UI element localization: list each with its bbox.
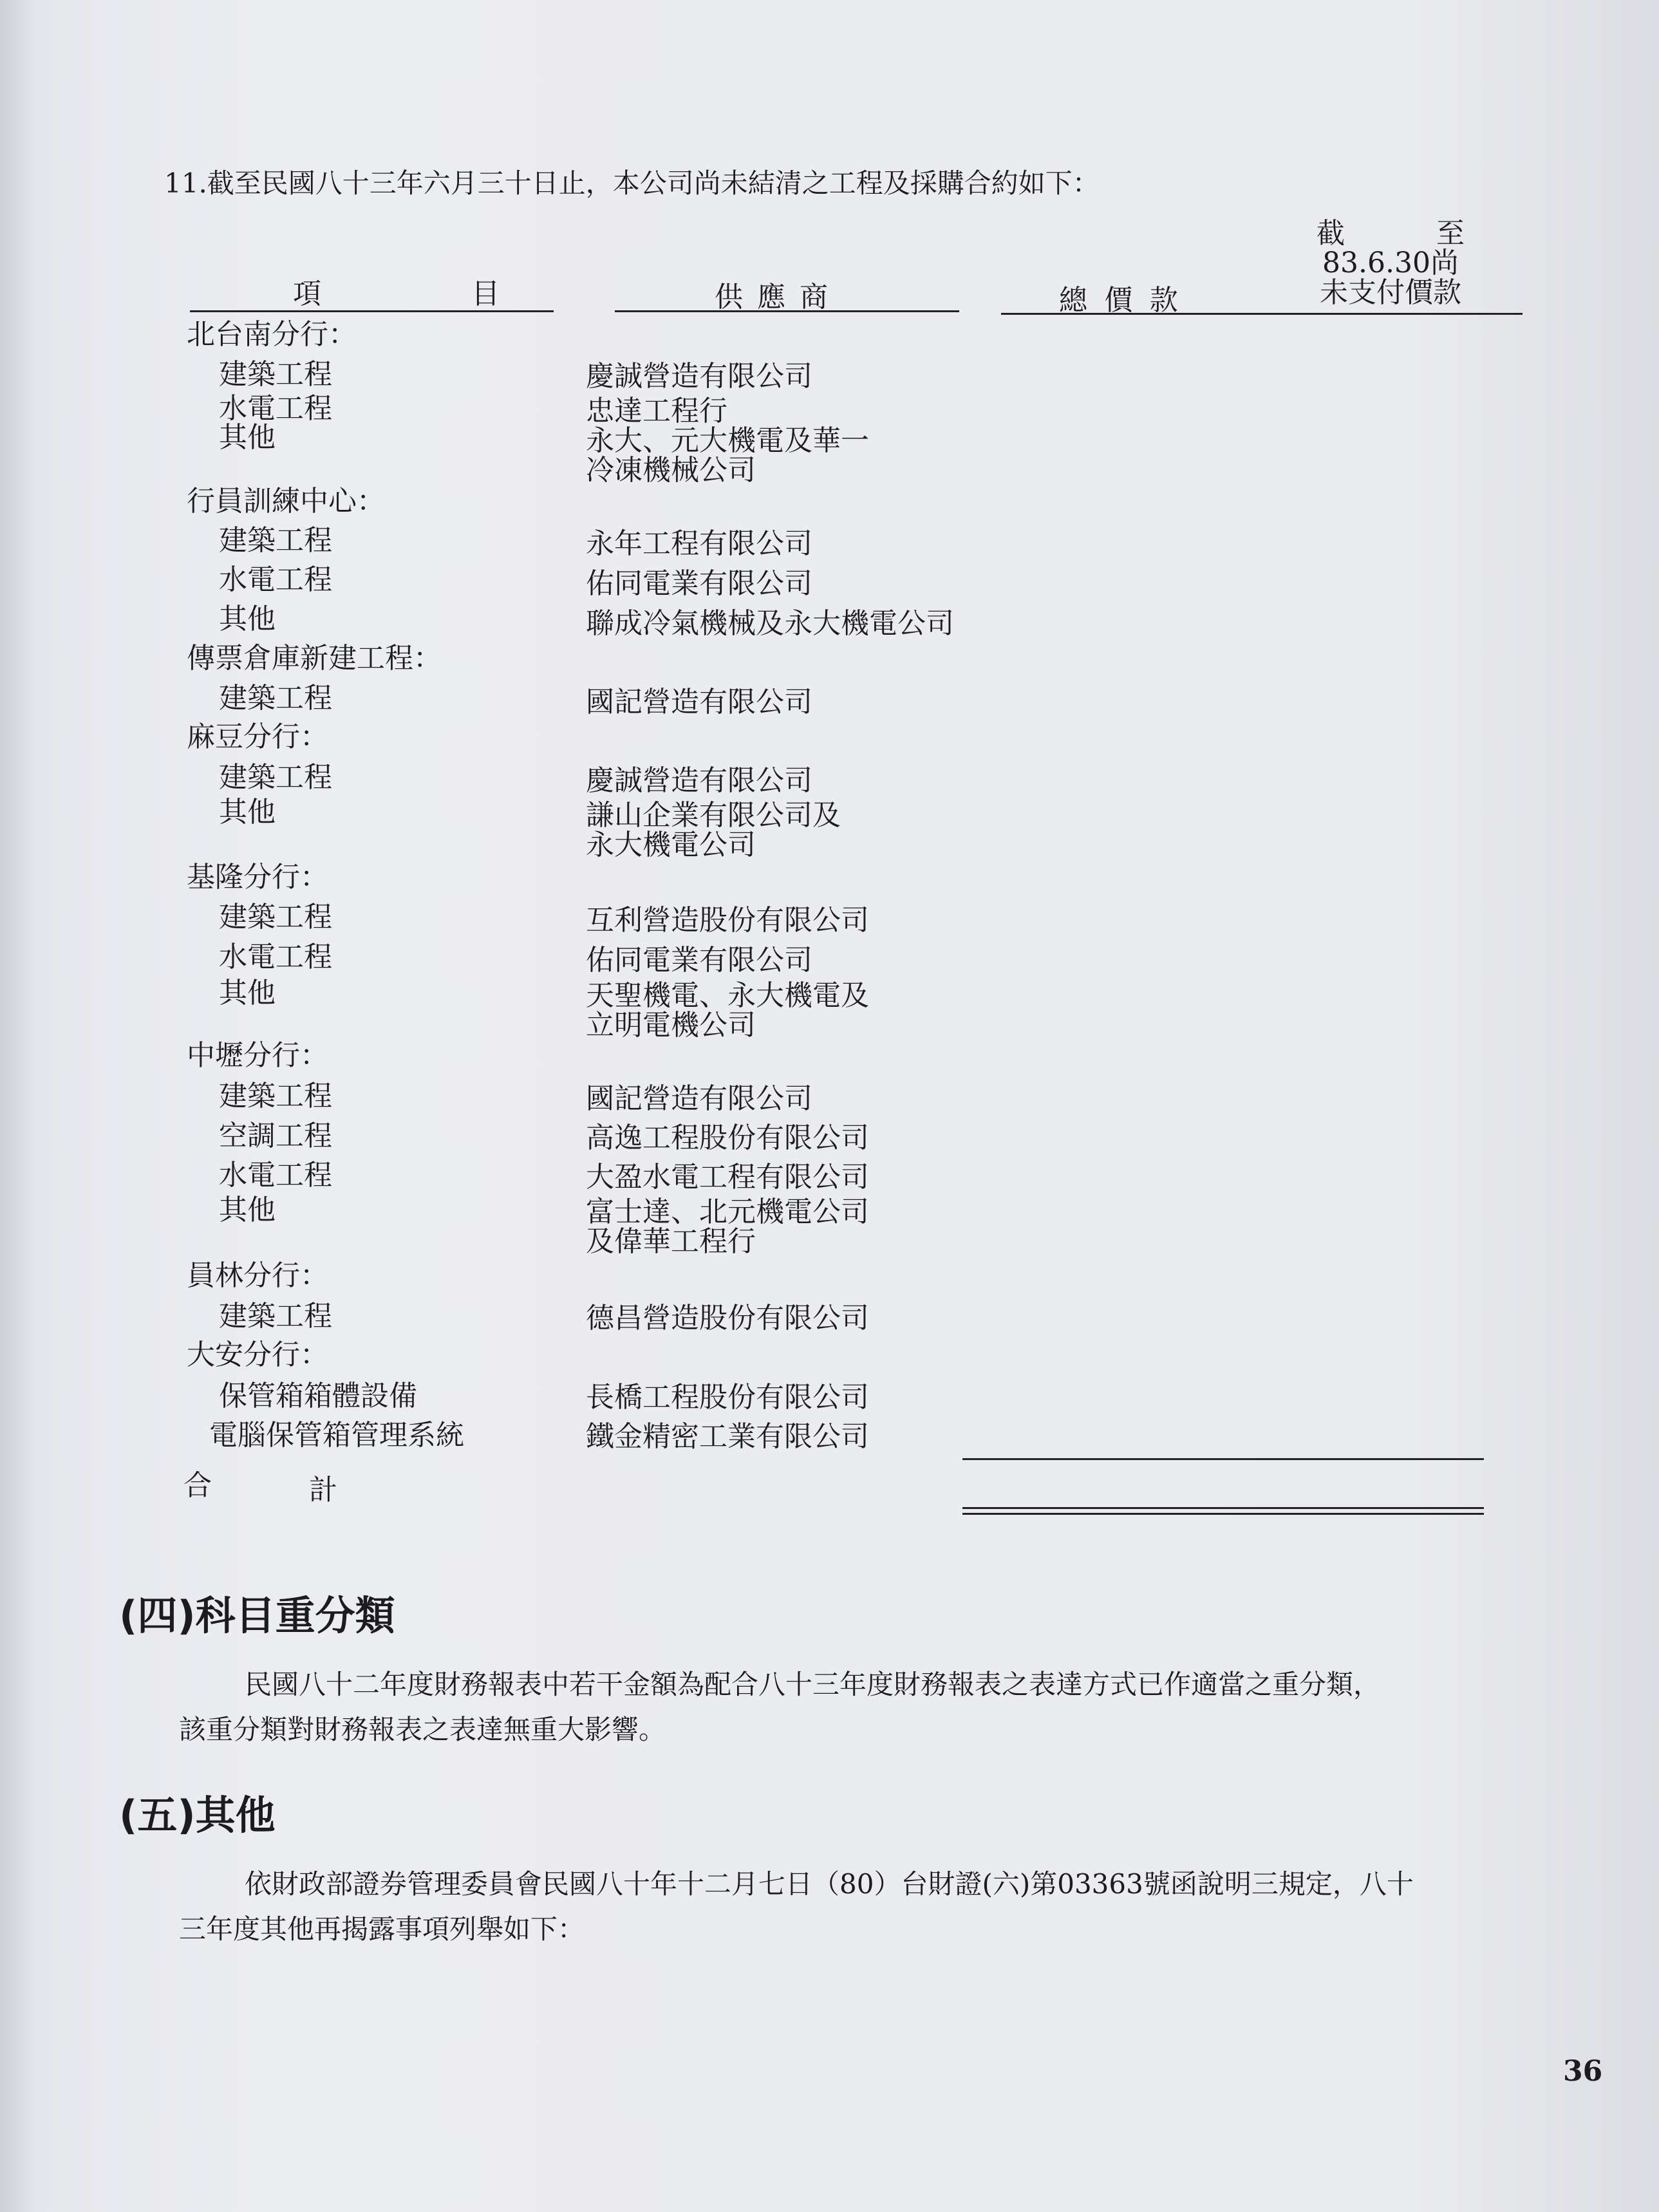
- supplier-name-cont: 永大機電公司: [586, 829, 756, 861]
- header-unpaid-b: 至: [1436, 217, 1465, 250]
- section5-paragraph-line1: 依財政部證券管理委員會民國八十年十二月七日（80）台財證(六)第03363號函說明三規定，八十: [245, 1868, 1414, 1900]
- supplier-name: 佑同電業有限公司: [586, 944, 812, 977]
- supplier-name: 鐵金精密工業有限公司: [586, 1420, 869, 1453]
- section-heading-other: (五)其他: [119, 1792, 276, 1839]
- header-rule-supplier: [615, 310, 959, 312]
- sum-label-a: 合: [183, 1469, 212, 1502]
- supplier-name: 德昌營造股份有限公司: [586, 1302, 869, 1335]
- supplier-name: 佑同電業有限公司: [586, 567, 812, 600]
- supplier-name: 永大、元大機電及華一: [586, 424, 869, 457]
- supplier-name: 慶誠營造有限公司: [586, 360, 812, 393]
- supplier-name: 忠達工程行: [586, 395, 727, 427]
- supplier-name: 永年工程有限公司: [586, 527, 812, 560]
- intro-text: 11.截至民國八十三年六月三十日止，本公司尚未結清之工程及採購合約如下：: [164, 167, 1100, 199]
- supplier-name: 富士達、北元機電公司: [586, 1195, 869, 1228]
- group-name: 基隆分行：: [187, 861, 328, 894]
- group-name: 大安分行：: [187, 1338, 328, 1371]
- supplier-name: 聯成冷氣機械及永大機電公司: [586, 607, 954, 640]
- group-name: 北台南分行：: [187, 318, 357, 351]
- header-total-price: 總價款: [1059, 284, 1195, 317]
- header-unpaid: [1310, 219, 1471, 308]
- header-item-b: 目: [471, 277, 505, 310]
- item-name: 其他: [219, 1194, 276, 1226]
- item-name: 建築工程: [219, 1080, 332, 1112]
- header-supplier: 供應商: [715, 281, 842, 314]
- supplier-name: 國記營造有限公司: [586, 686, 812, 718]
- item-name: 建築工程: [219, 901, 332, 933]
- item-name: 水電工程: [219, 1159, 332, 1192]
- item-name: 建築工程: [219, 524, 332, 557]
- supplier-name-cont: 冷凍機械公司: [586, 454, 756, 487]
- sum-label-b: 計: [309, 1474, 337, 1506]
- supplier-name: 謙山企業有限公司及: [586, 799, 841, 832]
- section4-paragraph-line1: 民國八十二年度財務報表中若干金額為配合八十三年度財務報表之表達方式已作適當之重分類，: [245, 1669, 1381, 1700]
- item-name: 水電工程: [219, 392, 332, 425]
- header-item-a: 項: [293, 277, 327, 310]
- group-name: 行員訓練中心：: [187, 485, 385, 518]
- section4-paragraph-line2: 該重分類對財務報表之表達無重大影響。: [179, 1714, 666, 1745]
- section-heading-reclassification: (四)科目重分類: [119, 1592, 395, 1639]
- item-name: 建築工程: [219, 761, 332, 794]
- section5-paragraph-line2: 三年度其他再揭露事項列舉如下：: [179, 1913, 585, 1945]
- item-name: 其他: [219, 977, 276, 1009]
- sum-rule: [962, 1458, 1484, 1460]
- supplier-name: 長橋工程股份有限公司: [586, 1381, 869, 1414]
- group-name: 麻豆分行：: [187, 720, 328, 753]
- header-item: [293, 270, 505, 312]
- header-unpaid-a: 截: [1317, 217, 1345, 250]
- item-name: 空調工程: [219, 1120, 332, 1152]
- item-name: 其他: [219, 421, 276, 454]
- supplier-name: 天聖機電、永大機電及: [586, 979, 869, 1012]
- item-name: 建築工程: [219, 1300, 332, 1333]
- supplier-name: 慶誠營造有限公司: [586, 764, 812, 797]
- item-name: 建築工程: [219, 358, 332, 391]
- header-rule-item: [190, 310, 554, 312]
- supplier-name: 互利營造股份有限公司: [586, 904, 869, 937]
- header-rule-amounts: [1001, 313, 1523, 315]
- supplier-name: 大盈水電工程有限公司: [586, 1161, 869, 1194]
- item-name: 電腦保管箱管理系統: [209, 1419, 464, 1452]
- item-name: 建築工程: [219, 682, 332, 715]
- group-name: 員林分行：: [187, 1259, 328, 1292]
- page-number: 36: [1563, 2055, 1603, 2088]
- item-name: 保管箱箱體設備: [219, 1380, 417, 1412]
- header-unpaid-label: 未支付價款: [1320, 276, 1461, 309]
- supplier-name: 國記營造有限公司: [586, 1082, 812, 1115]
- sum-double-rule: [962, 1507, 1484, 1515]
- item-name: 水電工程: [219, 563, 332, 596]
- item-name: 其他: [219, 603, 276, 635]
- group-name: 傳票倉庫新建工程：: [187, 642, 442, 675]
- item-name: 其他: [219, 796, 276, 829]
- item-name: 水電工程: [219, 941, 332, 973]
- group-name: 中壢分行：: [187, 1039, 328, 1072]
- header-unpaid-date: 83.6.30尚: [1322, 247, 1459, 279]
- supplier-name-cont: 立明電機公司: [586, 1009, 756, 1042]
- supplier-name-cont: 及偉華工程行: [586, 1225, 756, 1258]
- supplier-name: 高逸工程股份有限公司: [586, 1121, 869, 1154]
